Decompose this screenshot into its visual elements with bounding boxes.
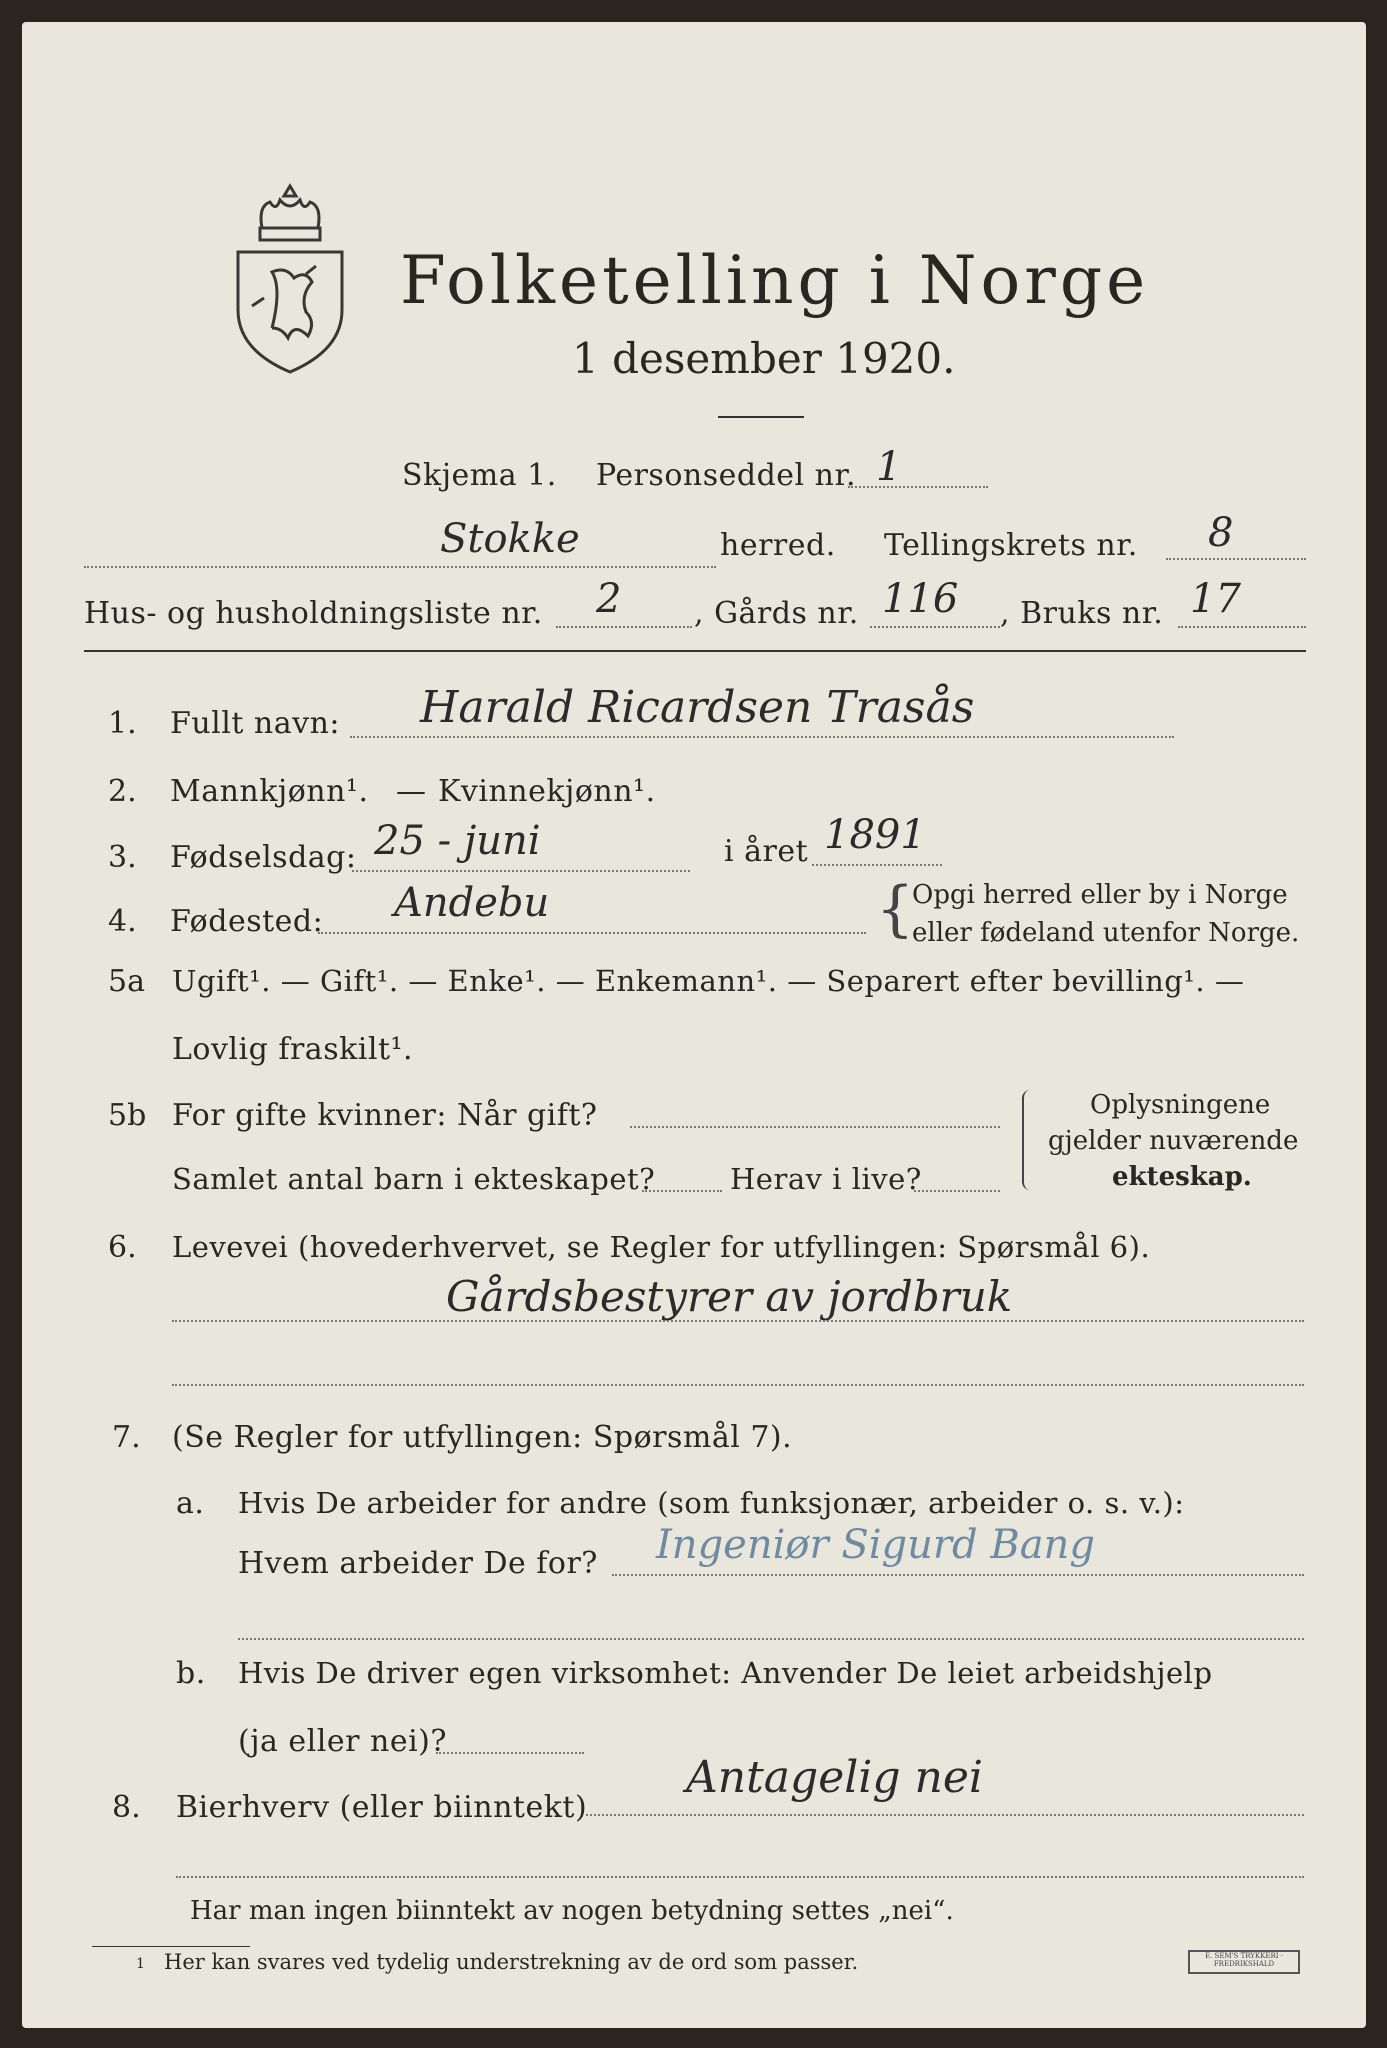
printer-stamp-text: E. SEM'S TRYKKERI · FREDRIKSHALD — [1205, 1952, 1283, 1968]
q4-note-1: Opgi herred eller by i Norge — [912, 880, 1288, 910]
herred-label: herred. — [720, 528, 836, 563]
herred-value[interactable]: Stokke — [440, 516, 580, 562]
q5b-alive-line — [914, 1190, 1000, 1192]
q5b-bracket — [1022, 1090, 1034, 1190]
birthdate-value[interactable]: 25 - juni — [374, 818, 541, 864]
male-option[interactable]: Mannkjønn¹. — [170, 774, 369, 809]
q7a-extra-line — [238, 1638, 1304, 1640]
q7b-line1: Hvis De driver egen virksomhet: Anvender De leiet arbeidshjelp — [238, 1656, 1213, 1690]
q5b-note-2: gjelder nuværende — [1048, 1126, 1299, 1156]
q8-extra-line — [176, 1876, 1304, 1878]
census-form-paper — [22, 22, 1366, 2028]
tellingskrets-value[interactable]: 8 — [1208, 510, 1234, 556]
footnote-divider — [92, 1946, 250, 1947]
q7-number: 7. — [112, 1420, 141, 1455]
q7a-line2: Hvem arbeider De for? — [238, 1546, 598, 1581]
tellingskrets-label: Tellingskrets nr. — [884, 528, 1138, 563]
q5b-children-label: Samlet antal barn i ekteskapet? — [172, 1162, 656, 1196]
form-title: Folketelling i Norge — [400, 242, 1150, 319]
skjema-label: Skjema 1. — [402, 458, 557, 493]
hus-label: Hus- og husholdningsliste nr. — [84, 596, 543, 631]
q1-number: 1. — [108, 706, 137, 741]
q5b-children-line — [642, 1190, 722, 1192]
q7a-employer-line — [612, 1574, 1304, 1576]
q3-year-line — [812, 864, 942, 866]
footnote-text: Her kan svares ved tydelig understrekning av de ord som passer. — [164, 1950, 859, 1974]
tellingskrets-line — [1166, 558, 1306, 560]
q6-number: 6. — [108, 1230, 137, 1265]
q7b-answer-line — [436, 1752, 584, 1754]
q3-label: Fødselsdag: — [170, 840, 357, 875]
q7a-letter: a. — [176, 1486, 205, 1521]
q8-label: Bierhverv (eller biinntekt) — [176, 1790, 588, 1825]
herred-line — [84, 566, 716, 568]
footnote-mark: 1 — [136, 1956, 145, 1972]
personseddel-label: Personseddel nr. — [596, 458, 857, 493]
q5b-alive-label: Herav i live? — [730, 1162, 922, 1196]
q3-number: 3. — [108, 840, 137, 875]
personseddel-line — [848, 486, 988, 488]
marital-status-options[interactable]: Ugift¹. — Gift¹. — Enke¹. — Enkemann¹. — Separert efter bevilling¹. — — [172, 964, 1245, 998]
bruks-value[interactable]: 17 — [1190, 576, 1241, 622]
full-name-value[interactable]: Harald Ricardsen Trasås — [420, 682, 975, 733]
gards-label: , Gårds nr. — [694, 596, 859, 631]
q2-number: 2. — [108, 774, 137, 809]
marital-status-divorced[interactable]: Lovlig fraskilt¹. — [172, 1032, 414, 1067]
q6-line-2 — [172, 1384, 1304, 1386]
q5b-note-3: ekteskap. — [1112, 1162, 1252, 1192]
q5b-number: 5b — [108, 1098, 147, 1133]
q5a-number: 5a — [108, 964, 145, 999]
bruks-line — [1178, 626, 1306, 628]
personseddel-value[interactable]: 1 — [876, 444, 902, 490]
female-option[interactable]: Kvinnekjønn¹. — [438, 774, 656, 809]
census-date: 1 desember 1920. — [572, 334, 956, 383]
q1-label: Fullt navn: — [170, 706, 341, 741]
side-income-value[interactable]: Antagelig nei — [686, 1752, 983, 1803]
q3-line — [352, 870, 690, 872]
footer-note: Har man ingen biinntekt av nogen betydning settes „nei“. — [190, 1896, 954, 1926]
hus-line — [556, 626, 692, 628]
q5b-married-line — [630, 1126, 1000, 1128]
q1-line — [350, 736, 1174, 738]
q7b-letter: b. — [176, 1656, 206, 1691]
occupation-value[interactable]: Gårdsbestyrer av jordbruk — [446, 1272, 1013, 1321]
q6-label: Levevei (hovederhvervet, se Regler for utfyllingen: Spørsmål 6). — [172, 1230, 1151, 1264]
printer-stamp — [1188, 1950, 1300, 1974]
q4-label: Fødested: — [170, 904, 324, 939]
title-divider — [718, 416, 804, 418]
employer-value[interactable]: Ingeniør Sigurd Bang — [656, 1522, 1095, 1568]
q5b-line1: For gifte kvinner: Når gift? — [172, 1098, 598, 1133]
q4-brace: { — [876, 874, 915, 944]
q6-line-1 — [172, 1320, 1304, 1322]
q5b-note-1: Oplysningene — [1090, 1090, 1271, 1120]
q4-number: 4. — [108, 904, 137, 939]
header-separator — [84, 650, 1306, 652]
hus-value[interactable]: 2 — [596, 576, 622, 622]
q3-year-label: i året — [724, 834, 809, 869]
q4-line — [318, 932, 866, 934]
q7a-line1: Hvis De arbeider for andre (som funksjonær, arbeider o. s. v.): — [238, 1486, 1185, 1520]
q4-note-2: eller fødeland utenfor Norge. — [912, 918, 1300, 948]
q8-line — [586, 1814, 1304, 1816]
q8-number: 8. — [112, 1790, 141, 1825]
norway-coat-of-arms-icon — [232, 178, 348, 378]
gards-line — [870, 626, 1000, 628]
birthplace-value[interactable]: Andebu — [394, 880, 550, 926]
birth-year-value[interactable]: 1891 — [824, 812, 926, 858]
q2-separator: — — [396, 774, 427, 809]
q7-label: (Se Regler for utfyllingen: Spørsmål 7). — [172, 1420, 793, 1455]
bruks-label: , Bruks nr. — [1000, 596, 1164, 631]
gards-value[interactable]: 116 — [882, 576, 959, 622]
q7b-line2: (ja eller nei)? — [238, 1724, 447, 1759]
